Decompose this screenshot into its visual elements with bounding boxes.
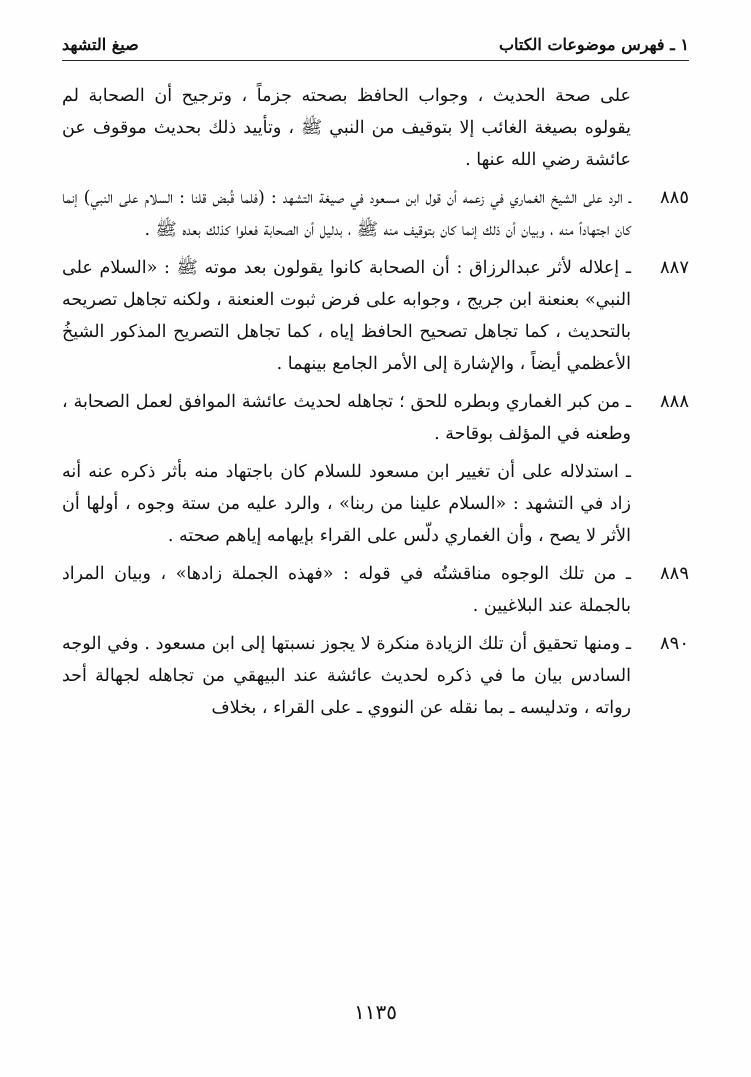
- index-entry: [62, 628, 689, 724]
- entry-text: ـ إعلاله لأثر عبدالرزاق : أن الصحابة كانوا يقولون بعد موته ﷺ : «السلام على النبي» بعنعنة ابن جريج ، وجوابه على فرض ثبوت العنعنة ، ولكنه تجاهل تصريحه بالتحديث ، كما تجاهل تصحيح الحافظ إياه ، كما تجاهل التصريح المذكور الشيخُ الأعظمي أيضاً ، والإشارة إلى الأمر الجامع بينهما .: [62, 258, 631, 374]
- entry-text: ـ استدلاله على أن تغيير ابن مسعود للسلام كان باجتهاد منه بأثر ذكره عنه أنه زاد في التشهد : «السلام علينا من ربنا» ، والرد عليه من ستة وجوه ، أولها أن الأثر لا يصح ، وأن الغماري دلّس على القراء بإيهامه إياهم صحته .: [62, 462, 631, 546]
- page-number: ١١٣٥: [354, 1000, 397, 1024]
- running-header: [62, 28, 689, 61]
- entry-page-number: ٨٨٨: [659, 391, 689, 412]
- index-entry: [62, 558, 689, 622]
- entry-page-number: ٨٩٠: [659, 633, 689, 654]
- index-entry: [62, 386, 689, 450]
- index-entry: [62, 80, 689, 176]
- index-entries: [62, 80, 689, 724]
- entry-text: ـ من تلك الوجوه مناقشتُه في قوله : «فهذه الجملة زادها» ، وبيان المراد بالجملة عند البلاغيين .: [62, 564, 631, 616]
- index-entry: [62, 456, 689, 552]
- entry-page-number: ٨٨٥: [659, 187, 689, 208]
- entry-text: على صحة الحديث ، وجواب الحافظ بصحته جزماً ، وترجيح أن الصحابة لم يقولوه بصيغة الغائب إلا بتوقيف من النبي ﷺ ، وتأييد ذلك بحديث موقوف عن عائشة رضي الله عنها .: [62, 86, 631, 170]
- entry-text: ـ ومنها تحقيق أن تلك الزيادة منكرة لا يجوز نسبتها إلى ابن مسعود . وفي الوجه السادس بيان ما في ذكره لحديث عائشة عند البيهقي من تجاهله لجهالة أحد رواته ، وتدليسه ـ بما نقله عن النووي ـ على القراء ، بخلاف: [62, 634, 631, 718]
- book-title: صيغ التشهد: [62, 34, 139, 54]
- section-title: ١ ـ فهرس موضوعات الكتاب: [498, 34, 689, 54]
- entry-text: ـ الرد على الشيخ الغماري في زعمه أن قول ابن مسعود في صيغة التشهد : (فلما قُبض قلنا : السلام على النبي) إنما كان اجتهاداً منه ، وبيان أن ذلك إنما كان بتوقيف منه ﷺ ، بدليل أن الصحابة فعلوا كذلك بعده ﷺ .: [62, 188, 631, 240]
- index-entry: [62, 252, 689, 380]
- entry-page-number: ٨٨٧: [659, 257, 689, 278]
- index-entry: [62, 182, 689, 246]
- entry-page-number: ٨٨٩: [659, 563, 689, 584]
- entry-text: ـ من كبر الغماري وبطره للحق ؛ تجاهله لحديث عائشة الموافق لعمل الصحابة ، وطعنه في المؤلف بوقاحة .: [62, 392, 631, 444]
